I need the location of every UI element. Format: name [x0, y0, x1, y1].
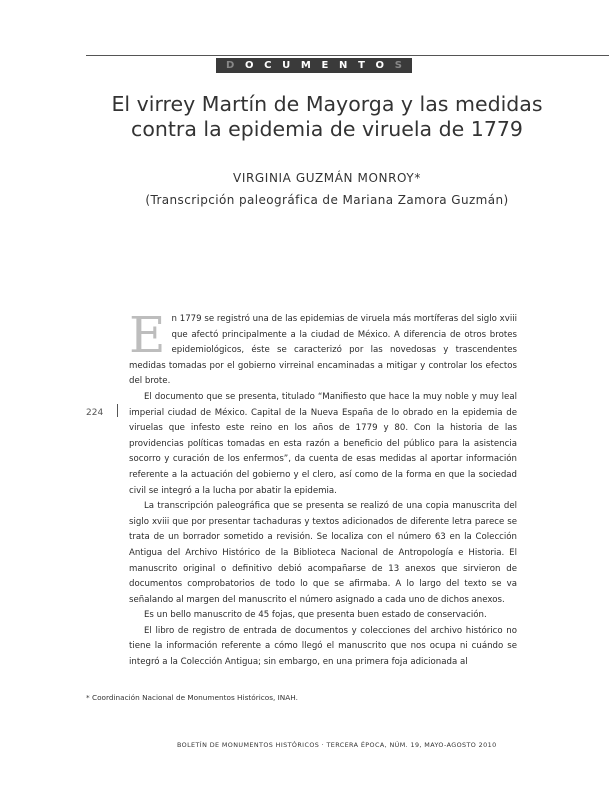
body-paragraph [129, 306, 517, 390]
banner-letter: O [244, 60, 254, 71]
article-body [129, 306, 517, 671]
title-line-2: contra la epidemia de viruela de 1779 [131, 117, 523, 141]
title-line-1: El virrey Martín de Mayorga y las medidas [111, 92, 543, 116]
banner-letter: O [375, 60, 385, 71]
article-title [100, 92, 554, 142]
transcription-credit: (Transcripción paleográfica de Mariana Zamora Guzmán) [145, 193, 509, 207]
body-paragraph: Es un bello manuscrito de 45 fojas, que presenta buen estado de conservación. [144, 610, 487, 621]
footnote: * Coordinación Nacional de Monumentos Históricos, INAH. [86, 693, 298, 702]
banner-letter: C [264, 60, 272, 71]
body-paragraph: El documento que se presenta, titulado “Manifiesto que hace la muy noble y muy leal imperial ciudad de México. Capital de la Nueva España de lo obrado en la epidemia de viruelas que infesto este reino en los años de 1779 y 80. Con la historia de las providencias políticas tomadas en esta razón a beneficio del público para la asistencia socorro y curación de los enfermos”, da cuenta de esas medidas al aportar información referente a la actuación del gobierno y el clero, así como de la forma en que la sociedad civil se integró a la lucha por abatir la epidemia. [129, 391, 517, 496]
author-name: VIRGINIA GUZMÁN MONROY* [233, 171, 421, 185]
page-number-separator [117, 404, 118, 417]
running-footer: BOLETÍN DE MONUMENTOS HISTÓRICOS · TERCERA ÉPOCA, NÚM. 19, MAYO-AGOSTO 2010 [177, 741, 497, 749]
banner-letter: T [358, 60, 365, 71]
banner-letter: M [300, 60, 311, 71]
header-rule [86, 55, 609, 56]
banner-letter: U [282, 60, 291, 71]
body-paragraph: El libro de registro de entrada de documentos y colecciones del archivo histórico no tiene la información referente a cómo llegó el manuscrito que nos ocupa ni cuándo se integró a la Colección Antigua; sin embargo, en una primera foja adicionada al [129, 625, 517, 668]
banner-letter: N [339, 60, 348, 71]
section-banner [216, 58, 412, 73]
banner-letter: D [226, 60, 235, 71]
banner-letter: E [321, 60, 329, 71]
banner-letter: S [394, 60, 402, 71]
page-number: 224 [86, 408, 104, 418]
body-paragraph: La transcripción paleográfica que se presenta se realizó de una copia manuscrita del siglo xviii que por presentar tachaduras y textos adicionados de diferente letra parece se trata de un borrador sometido a revisión. Se localiza con el número 63 en la Colección Antigua del Archivo Histórico de la Biblioteca Nacional de Antropología e Historia. El manuscrito original o definitivo debió acompañarse de 13 anexos que sirvieron de documentos comprobatorios de todo lo que se afirmaba. A lo largo del texto se va señalando al margen del manuscrito el número asignado a cada uno de dichos anexos. [129, 501, 517, 605]
paragraph-text: n 1779 se registró una de las epidemias de viruela más mortíferas del siglo xviii que afectó principalmente a la ciudad de México. A diferencia de otros brotes epidemiológicos, éste se caracterizó por las novedosas y trascendentes medidas tomadas por el gobierno virreinal encaminadas a mitigar y controlar los efectos del brote. [129, 314, 517, 387]
drop-cap: E [129, 306, 166, 364]
